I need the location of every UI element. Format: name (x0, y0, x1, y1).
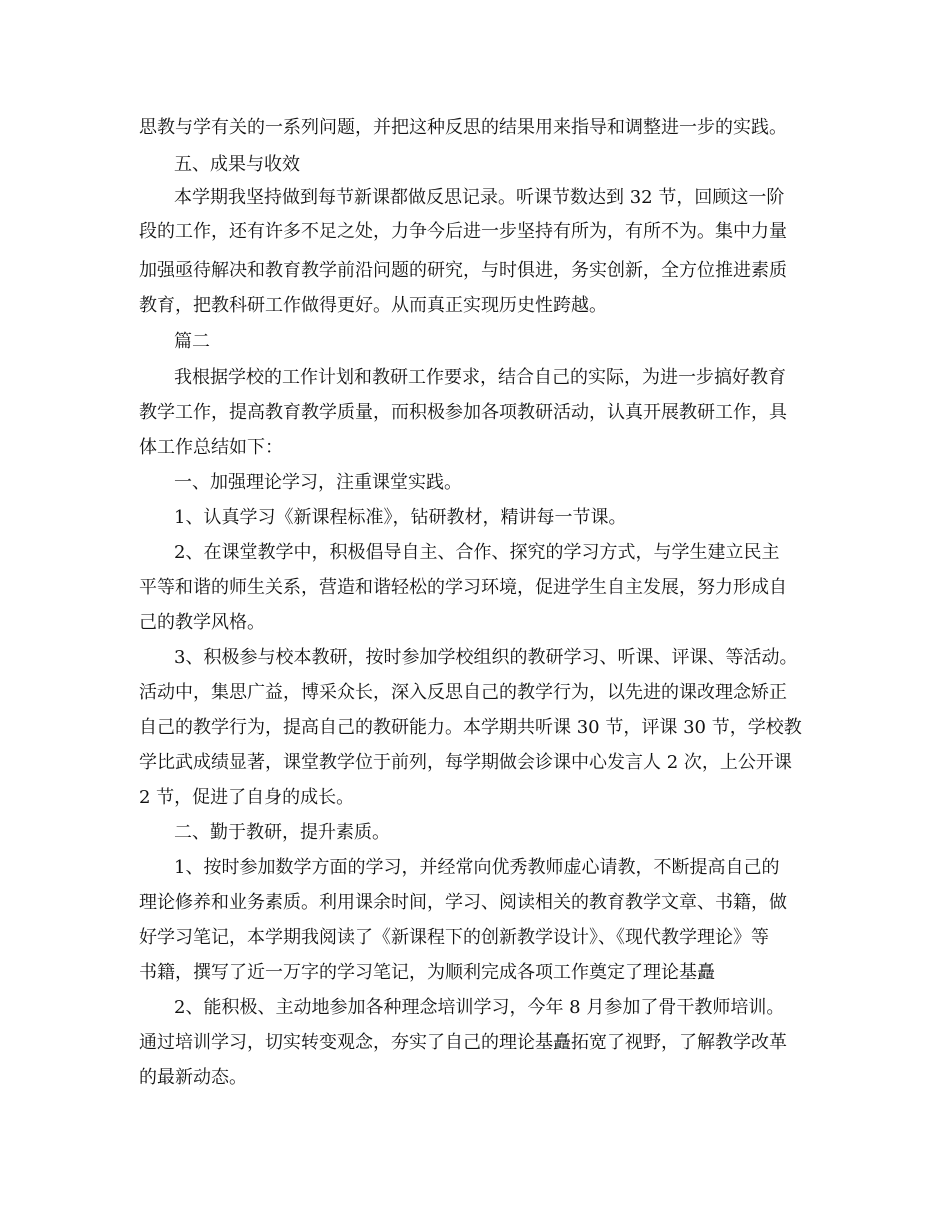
text-line: 教学工作，提高教育教学质量，而积极参加各项教研活动，认真开展教研工作，具 (139, 402, 787, 423)
text-line: 自己的教学行为，提高自己的教研能力。本学期共听课 30 节，评课 30 节，学校教 (139, 717, 802, 738)
text-line: 的最新动态。 (139, 1067, 247, 1088)
text-line: 通过培训学习，切实转变观念，夯实了自己的理论基矗拓宽了视野，了解教学改革 (139, 1032, 787, 1053)
text-line: 本学期我坚持做到每节新课都做反思记录。听课节数达到 32 节，回顾这一阶 (174, 187, 785, 208)
text-line: 书籍，撰写了近一万字的学习笔记，为顺利完成各项工作奠定了理论基矗 (139, 962, 715, 983)
text-line: 加强亟待解决和教育教学前沿问题的研究，与时俱进，务实创新，全方位推进素质 (139, 260, 787, 281)
text-line: 1、认真学习《新课程标准》，钻研教材，精讲每一节课。 (174, 507, 627, 528)
text-line: 2 节，促进了自身的成长。 (139, 787, 355, 808)
section-heading: 五、成果与收效 (174, 154, 300, 175)
text-line: 理论修养和业务素质。利用课余时间，学习、阅读相关的教育教学文章、书籍，做 (139, 892, 787, 913)
text-line: 己的教学风格。 (139, 612, 265, 633)
text-line: 思教与学有关的一系列问题，并把这种反思的结果用来指导和调整进一步的实践。 (139, 117, 787, 138)
text-line: 活动中，集思广益，博采众长，深入反思自己的教学行为，以先进的课改理念矫正 (139, 682, 787, 703)
text-line: 我根据学校的工作计划和教研工作要求，结合自己的实际，为进一步搞好教育 (174, 367, 786, 388)
text-line: 2、在课堂教学中，积极倡导自主、合作、探究的学习方式，与学生建立民主 (174, 542, 780, 563)
text-line: 体工作总结如下： (139, 437, 283, 458)
text-line: 1、按时参加数学方面的学习，并经常向优秀教师虚心请教，不断提高自己的 (174, 857, 780, 878)
text-line: 学比武成绩显著，课堂教学位于前列，每学期做会诊课中心发言人 2 次，上公开课 (139, 752, 792, 773)
section-heading: 一、加强理论学习，注重课堂实践。 (174, 472, 462, 493)
text-line: 段的工作，还有许多不足之处，力争今后进一步坚持有所为，有所不为。集中力量 (139, 221, 787, 242)
text-line: 2、能积极、主动地参加各种理念培训学习，今年 8 月参加了骨干教师培训。 (174, 997, 785, 1018)
text-line: 教育，把教科研工作做得更好。从而真正实现历史性跨越。 (139, 295, 607, 316)
section-heading: 二、勤于教研，提升素质。 (174, 822, 390, 843)
text-line: 3、积极参与校本教研，按时参加学校组织的教研学习、听课、评课、等活动。 (174, 647, 798, 668)
section-heading: 篇二 (174, 331, 210, 352)
text-line: 平等和谐的师生关系，营造和谐轻松的学习环境，促进学生自主发展，努力形成自 (139, 577, 787, 598)
text-line: 好学习笔记，本学期我阅读了《新课程下的创新教学设计》、《现代教学理论》等 (139, 927, 769, 948)
